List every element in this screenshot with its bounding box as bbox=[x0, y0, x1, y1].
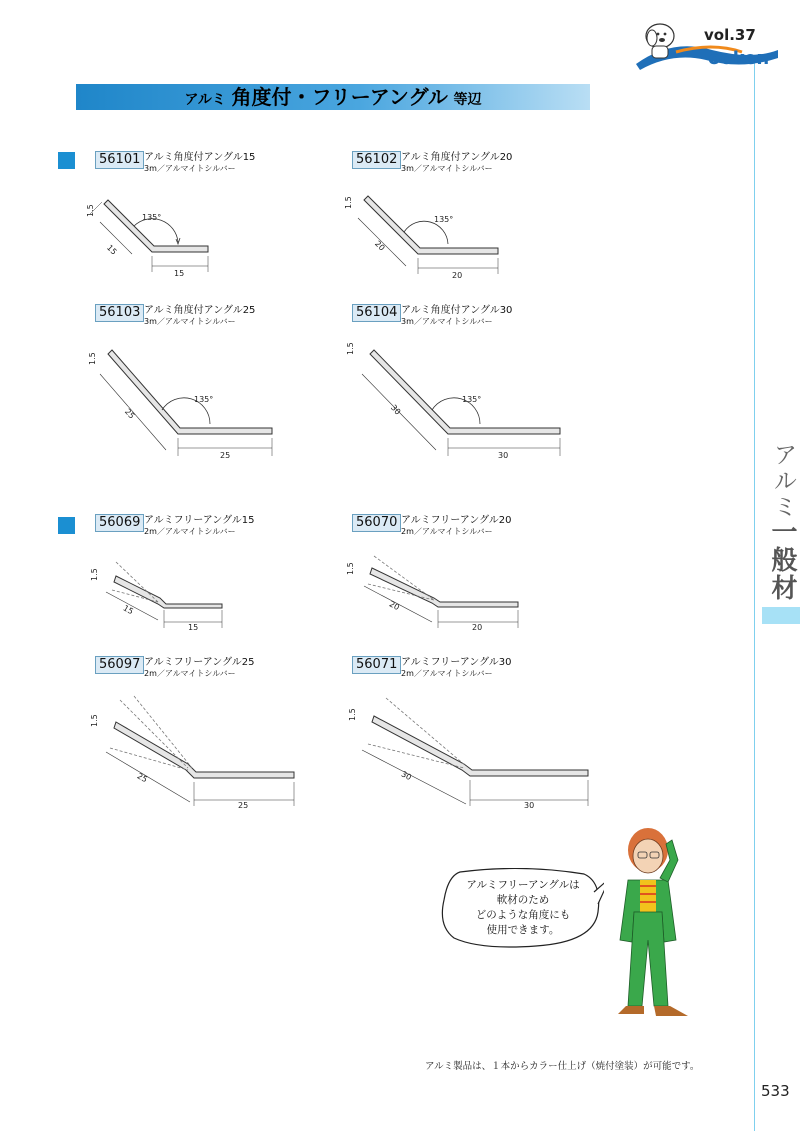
side-divider bbox=[754, 60, 755, 1131]
angle-diagram bbox=[338, 340, 568, 460]
thickness-label: 1.5 bbox=[88, 352, 97, 365]
dimension-label: 20 bbox=[387, 599, 401, 613]
product-name: アルミフリーアングル30 bbox=[401, 657, 512, 668]
angle-label: 135° bbox=[462, 395, 482, 404]
product-name: アルミフリーアングル15 bbox=[144, 515, 255, 526]
thickness-label: 1.5 bbox=[346, 562, 355, 575]
angle-diagram bbox=[80, 190, 220, 280]
dimension-label: 15 bbox=[188, 623, 199, 632]
dimension-label: 25 bbox=[220, 451, 231, 460]
dimension-label: 30 bbox=[498, 451, 509, 460]
free-angle-diagram bbox=[84, 692, 304, 812]
product-code: 56097 bbox=[95, 656, 144, 674]
page-number: 533 bbox=[761, 1082, 790, 1100]
angle-label: 135° bbox=[194, 395, 214, 404]
thickness-label: 1.5 bbox=[346, 342, 355, 355]
volume-label: vol.37 bbox=[704, 26, 756, 44]
product-spec: 2m／アルマイトシルバー bbox=[144, 527, 236, 536]
product-name: アルミ角度付アングル25 bbox=[144, 305, 256, 316]
angle-label: 135° bbox=[434, 215, 454, 224]
free-angle-diagram bbox=[84, 552, 224, 632]
free-angle-diagram bbox=[340, 692, 590, 812]
section-marker-fixed-angle bbox=[58, 152, 75, 169]
angle-diagram bbox=[82, 340, 282, 460]
product-spec: 3m／アルマイトシルバー bbox=[401, 317, 493, 326]
product-spec: 3m／アルマイトシルバー bbox=[144, 317, 236, 326]
bubble-line: アルミフリーアングルは bbox=[466, 879, 580, 891]
free-angle-diagram bbox=[340, 552, 530, 632]
side-category-label: アルミ bbox=[769, 442, 797, 520]
dimension-label: 25 bbox=[135, 771, 149, 785]
dimension-label: 25 bbox=[122, 407, 137, 421]
product-name: アルミフリーアングル20 bbox=[401, 515, 512, 526]
angle-diagram bbox=[338, 190, 508, 280]
thickness-label: 1.5 bbox=[90, 568, 99, 581]
product-spec: 3m／アルマイトシルバー bbox=[144, 164, 236, 173]
product-name: アルミ角度付アングル30 bbox=[401, 305, 513, 316]
product-name: アルミフリーアングル25 bbox=[144, 657, 255, 668]
product-name: アルミ角度付アングル15 bbox=[144, 152, 256, 163]
angle-label: 135° bbox=[142, 213, 162, 222]
bubble-line: 軟材のため bbox=[496, 894, 550, 906]
character-illustration bbox=[600, 820, 700, 1030]
bubble-line: 使用できます。 bbox=[486, 924, 560, 936]
page-title bbox=[76, 84, 590, 110]
footnote: アルミ製品は、１本からカラー仕上げ（焼付塗装）が可能です。 bbox=[425, 1061, 700, 1072]
product-spec: 2m／アルマイトシルバー bbox=[144, 669, 236, 678]
product-code: 56103 bbox=[95, 304, 144, 322]
product-spec: 2m／アルマイトシルバー bbox=[401, 527, 493, 536]
dimension-label: 20 bbox=[452, 271, 463, 280]
title-bar bbox=[76, 84, 590, 110]
product-code: 56102 bbox=[352, 151, 401, 169]
dimension-label: 30 bbox=[399, 769, 413, 783]
section-marker-free-angle bbox=[58, 517, 75, 534]
product-code: 56070 bbox=[352, 514, 401, 532]
title-main: 角度付・フリーアングル bbox=[231, 85, 448, 109]
dimension-label: 30 bbox=[524, 801, 535, 810]
dimension-label: 30 bbox=[388, 403, 403, 417]
product-code: 56069 bbox=[95, 514, 144, 532]
dimension-label: 20 bbox=[372, 239, 387, 253]
side-subcategory-label: 一般材 bbox=[767, 518, 797, 602]
title-suffix: 等辺 bbox=[453, 92, 482, 108]
title-prefix: アルミ bbox=[184, 92, 226, 108]
dimension-label: 20 bbox=[472, 623, 483, 632]
dimension-label: 15 bbox=[104, 243, 119, 257]
thickness-label: 1.5 bbox=[348, 708, 357, 721]
thickness-label: 1.5 bbox=[344, 196, 353, 209]
product-code: 56071 bbox=[352, 656, 401, 674]
thickness-label: 1.5 bbox=[90, 714, 99, 727]
product-spec: 3m／アルマイトシルバー bbox=[401, 164, 493, 173]
product-code: 56101 bbox=[95, 151, 144, 169]
logo-text: ooken bbox=[708, 48, 770, 69]
product-name: アルミ角度付アングル20 bbox=[401, 152, 513, 163]
product-code: 56104 bbox=[352, 304, 401, 322]
side-tab-marker bbox=[762, 607, 800, 624]
thickness-label: 1.5 bbox=[86, 204, 95, 217]
dimension-label: 15 bbox=[121, 603, 135, 617]
product-spec: 2m／アルマイトシルバー bbox=[401, 669, 493, 678]
dimension-label: 25 bbox=[238, 801, 249, 810]
speech-bubble-text bbox=[452, 878, 594, 938]
bubble-line: どのような角度にも bbox=[475, 909, 571, 921]
dimension-label: 15 bbox=[174, 269, 185, 278]
